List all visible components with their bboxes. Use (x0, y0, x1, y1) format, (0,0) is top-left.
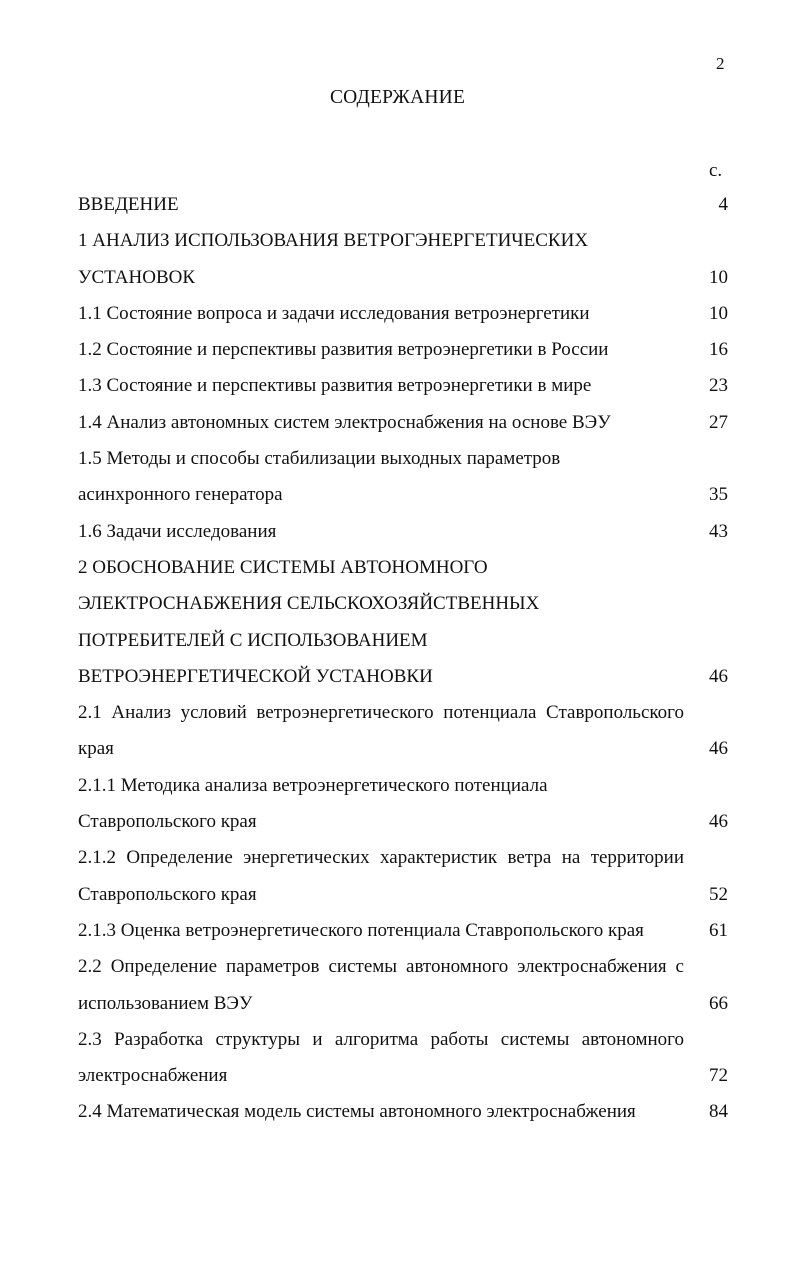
toc-entry-section-2-3 (78, 1022, 728, 1095)
toc-entry-page: 52 (709, 883, 728, 905)
toc-entry-section-2-1 (78, 695, 728, 768)
toc-entry-line: 1 АНАЛИЗ ИСПОЛЬЗОВАНИЯ ВЕТРОГЭНЕРГЕТИЧЕСКИХ (78, 230, 589, 252)
toc-entry-line: 2.3 Разработка структуры и алгоритма работы системы автономного (78, 1028, 684, 1050)
page-column-header: с. (709, 160, 723, 181)
toc-entry-page: 61 (709, 919, 728, 941)
toc-entry-line: 2.4 Математическая модель системы автономного электроснабжения (78, 1101, 636, 1123)
toc-entry-section-1-4 (78, 405, 728, 441)
toc-entry-section-1-2 (78, 332, 728, 368)
toc-entry-chapter-2 (78, 550, 728, 695)
toc-entry-page: 10 (709, 302, 728, 324)
toc-entry-page: 84 (709, 1101, 728, 1123)
toc-entry-line: 2.1.1 Методика анализа ветроэнергетического потенциала (78, 774, 548, 796)
toc-entry-line: ЭЛЕКТРОСНАБЖЕНИЯ СЕЛЬСКОХОЗЯЙСТВЕННЫХ (78, 593, 540, 615)
toc-entry-line: 1.1 Состояние вопроса и задачи исследования ветроэнергетики (78, 302, 590, 324)
toc-entry-line: 2 ОБОСНОВАНИЕ СИСТЕМЫ АВТОНОМНОГО (78, 556, 488, 578)
toc-entry-page: 46 (709, 665, 728, 687)
toc-entry-section-2-1-1 (78, 768, 728, 841)
toc-entry-line: 1.3 Состояние и перспективы развития ветроэнергетики в мире (78, 375, 592, 397)
toc-entry-line: Ставропольского края (78, 883, 257, 905)
toc-entry-page: 66 (709, 992, 728, 1014)
toc-entry-line: ВВЕДЕНИЕ (78, 194, 179, 215)
toc-entry-section-2-2 (78, 949, 728, 1022)
toc-entry-line: 1.5 Методы и способы стабилизации выходных параметров (78, 448, 561, 470)
toc-entry-page: 35 (709, 484, 728, 506)
toc-entry-line: 2.1.3 Оценка ветроэнергетического потенциала Ставропольского края (78, 919, 644, 941)
toc-entry-section-1-5 (78, 441, 728, 514)
toc-entry-line: электроснабжения (78, 1065, 228, 1087)
toc-entry-chapter-1 (78, 223, 728, 296)
toc-entry-line: 1.2 Состояние и перспективы развития ветроэнергетики в России (78, 339, 609, 361)
toc-entry-section-1-6 (78, 514, 728, 550)
toc-entry-line: 2.1.2 Определение энергетических характеристик ветра на территории (78, 847, 684, 869)
table-of-contents (78, 187, 728, 1131)
toc-entry-line: 1.6 Задачи исследования (78, 520, 277, 542)
toc-entry-line: использованием ВЭУ (78, 992, 253, 1014)
toc-entry-section-2-1-3 (78, 913, 728, 949)
toc-entry-line: УСТАНОВОК (78, 266, 196, 288)
toc-entry-line: асинхронного генератора (78, 484, 283, 506)
toc-entry-line: 1.4 Анализ автономных систем электроснабжения на основе ВЭУ (78, 411, 611, 433)
toc-entry-page: 43 (709, 520, 728, 542)
toc-entry-section-1-1 (78, 296, 728, 332)
toc-entry-page: 72 (709, 1065, 728, 1087)
page-title: СОДЕРЖАНИЕ (329, 87, 466, 108)
page-number: 2 (716, 54, 725, 73)
toc-entry-line: Ставропольского края (78, 811, 257, 833)
toc-entry-introduction (78, 187, 728, 223)
toc-entry-section-2-1-2 (78, 840, 728, 913)
toc-entry-page: 27 (709, 411, 728, 433)
toc-entry-line: 2.1 Анализ условий ветроэнергетического потенциала Ставропольского (78, 702, 684, 724)
toc-entry-page: 46 (709, 811, 728, 833)
toc-entry-page: 10 (709, 266, 728, 288)
toc-entry-section-1-3 (78, 368, 728, 404)
toc-entry-line: 2.2 Определение параметров системы автономного электроснабжения с (78, 956, 684, 978)
toc-entry-page: 4 (718, 194, 728, 215)
toc-entry-page: 23 (709, 375, 728, 397)
toc-entry-page: 46 (709, 738, 728, 760)
toc-entry-line: ВЕТРОЭНЕРГЕТИЧЕСКОЙ УСТАНОВКИ (78, 665, 433, 687)
toc-entry-section-2-4 (78, 1094, 728, 1130)
toc-entry-page: 16 (709, 339, 728, 361)
toc-entry-line: края (78, 738, 114, 760)
toc-entry-line: ПОТРЕБИТЕЛЕЙ С ИСПОЛЬЗОВАНИЕМ (78, 629, 428, 651)
